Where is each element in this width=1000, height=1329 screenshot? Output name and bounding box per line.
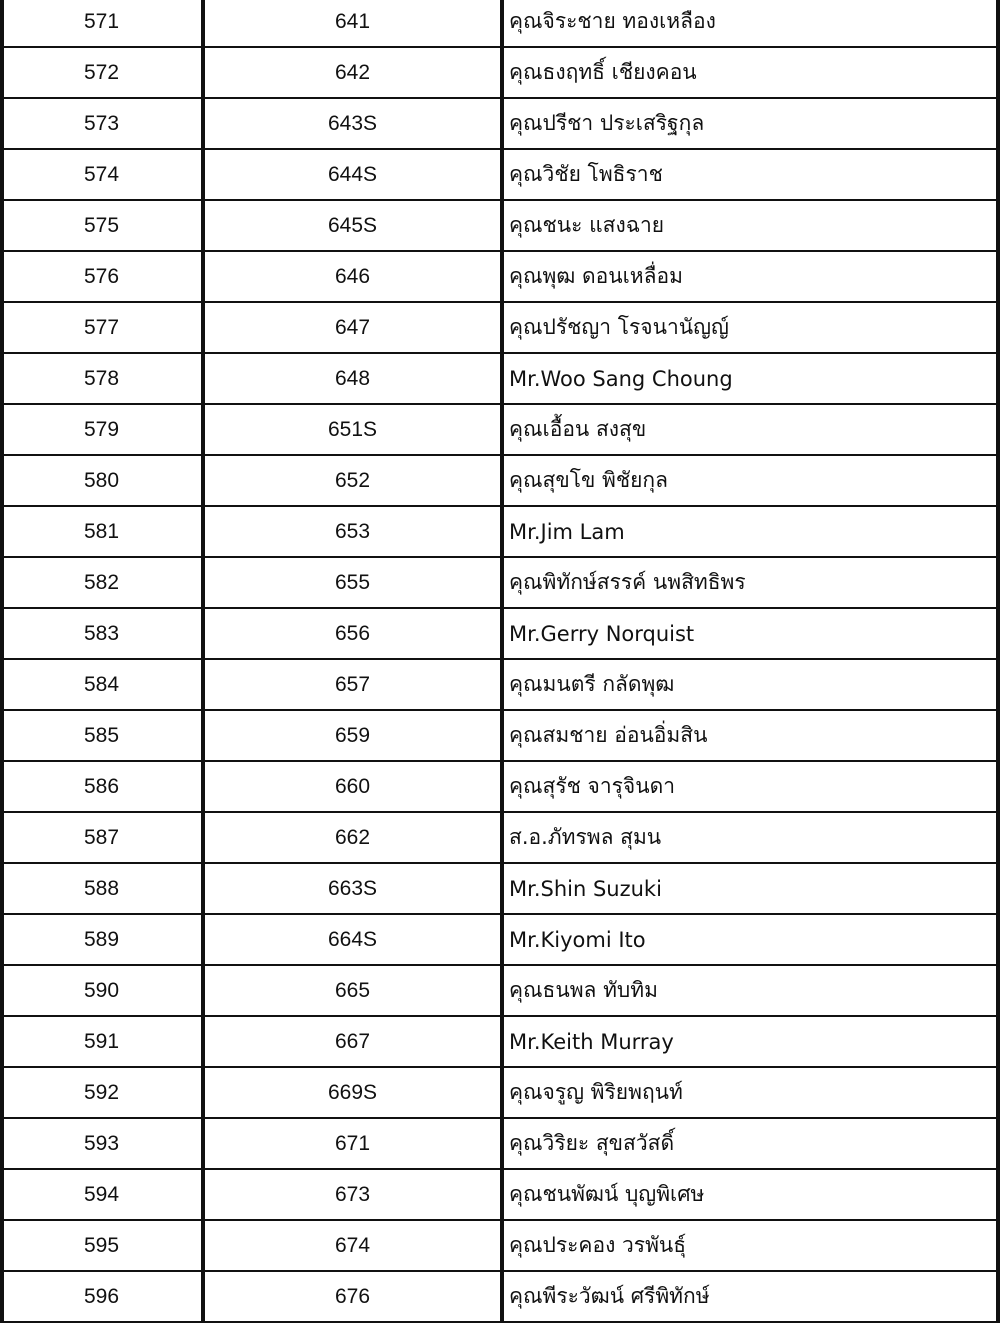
row-number-cell: 591 [0,1017,205,1066]
member-code-cell: 659 [205,711,504,760]
member-code-cell: 653 [205,507,504,556]
row-number-cell: 588 [0,864,205,913]
member-name-cell: คุณธงฤทธิ์ เชียงคอน [504,48,1000,97]
row-number-cell: 572 [0,48,205,97]
member-name-cell: คุณเอื้อน สงสุข [504,405,1000,454]
row-number-cell: 593 [0,1119,205,1168]
member-code-cell: 667 [205,1017,504,1066]
table-row [0,1170,1000,1221]
member-code-cell: 664S [205,915,504,964]
table-row [0,0,1000,48]
table-row [0,354,1000,405]
member-name-cell: Mr.Gerry Norquist [504,609,1000,658]
table-row [0,456,1000,507]
row-number-cell: 595 [0,1221,205,1270]
member-code-cell: 673 [205,1170,504,1219]
member-name-cell: คุณจรูญ พิริยพฤนท์ [504,1068,1000,1117]
member-name-cell: คุณปรัชญา โรจนานัญญ์ [504,303,1000,352]
member-code-cell: 647 [205,303,504,352]
table-row [0,711,1000,762]
member-name-cell: คุณปรีชา ประเสริฐกุล [504,99,1000,148]
table-row [0,303,1000,354]
member-code-cell: 665 [205,966,504,1015]
table-row [0,1221,1000,1272]
row-number-cell: 586 [0,762,205,811]
member-code-cell: 645S [205,201,504,250]
member-code-cell: 663S [205,864,504,913]
member-code-cell: 676 [205,1272,504,1321]
member-name-cell: คุณจิระชาย ทองเหลือง [504,0,1000,46]
row-number-cell: 582 [0,558,205,607]
member-name-cell: Mr.Kiyomi Ito [504,915,1000,964]
member-code-cell: 655 [205,558,504,607]
member-code-cell: 651S [205,405,504,454]
row-number-cell: 596 [0,1272,205,1321]
member-name-cell: Mr.Jim Lam [504,507,1000,556]
table-row [0,1119,1000,1170]
member-code-cell: 660 [205,762,504,811]
member-code-cell: 646 [205,252,504,301]
member-code-cell: 644S [205,150,504,199]
member-name-cell: Mr.Keith Murray [504,1017,1000,1066]
row-number-cell: 594 [0,1170,205,1219]
member-code-cell: 671 [205,1119,504,1168]
row-number-cell: 580 [0,456,205,505]
member-name-cell: คุณสุขโข พิชัยกุล [504,456,1000,505]
table-row [0,762,1000,813]
table-row [0,201,1000,252]
table-row [0,813,1000,864]
row-number-cell: 589 [0,915,205,964]
row-number-cell: 583 [0,609,205,658]
member-name-cell: คุณพีระวัฒน์ ศรีพิทักษ์ [504,1272,1000,1321]
member-name-cell: ส.อ.ภัทรพล สุมน [504,813,1000,862]
table-row [0,915,1000,966]
member-name-cell: คุณมนตรี กลัดพุฒ [504,660,1000,709]
row-number-cell: 574 [0,150,205,199]
member-name-cell: คุณพิทักษ์สรรค์ นพสิทธิพร [504,558,1000,607]
row-number-cell: 571 [0,0,205,46]
row-number-cell: 585 [0,711,205,760]
table-row [0,558,1000,609]
table-row [0,1017,1000,1068]
row-number-cell: 576 [0,252,205,301]
member-name-cell: คุณสมชาย อ่อนอิ่มสิน [504,711,1000,760]
row-number-cell: 577 [0,303,205,352]
table-row [0,405,1000,456]
member-name-cell: คุณประคอง วรพันธุ์ [504,1221,1000,1270]
row-number-cell: 581 [0,507,205,556]
row-number-cell: 579 [0,405,205,454]
member-code-cell: 641 [205,0,504,46]
table-row [0,150,1000,201]
member-name-cell: คุณชนพัฒน์ บุญพิเศษ [504,1170,1000,1219]
row-number-cell: 584 [0,660,205,709]
member-name-cell: คุณสุรัช จารุจินดา [504,762,1000,811]
member-name-cell: Mr.Shin Suzuki [504,864,1000,913]
table-row [0,1068,1000,1119]
table-row [0,1272,1000,1323]
table-row [0,966,1000,1017]
member-name-cell: คุณพุฒ ดอนเหลื่อม [504,252,1000,301]
row-number-cell: 590 [0,966,205,1015]
member-name-cell: คุณชนะ แสงฉาย [504,201,1000,250]
row-number-cell: 578 [0,354,205,403]
member-name-cell: คุณธนพล ทับทิม [504,966,1000,1015]
member-code-cell: 669S [205,1068,504,1117]
member-code-cell: 656 [205,609,504,658]
member-code-cell: 657 [205,660,504,709]
table-row [0,48,1000,99]
row-number-cell: 575 [0,201,205,250]
member-code-cell: 674 [205,1221,504,1270]
row-number-cell: 573 [0,99,205,148]
member-code-cell: 648 [205,354,504,403]
member-name-cell: Mr.Woo Sang Choung [504,354,1000,403]
row-number-cell: 592 [0,1068,205,1117]
table-row [0,864,1000,915]
member-name-cell: คุณวิริยะ สุขสวัสดิ์ [504,1119,1000,1168]
table-row [0,252,1000,303]
row-number-cell: 587 [0,813,205,862]
member-code-cell: 662 [205,813,504,862]
table-row [0,660,1000,711]
table-row [0,507,1000,558]
table-row [0,609,1000,660]
member-code-cell: 643S [205,99,504,148]
table-row [0,99,1000,150]
member-code-cell: 652 [205,456,504,505]
member-name-cell: คุณวิชัย โพธิราช [504,150,1000,199]
member-code-cell: 642 [205,48,504,97]
